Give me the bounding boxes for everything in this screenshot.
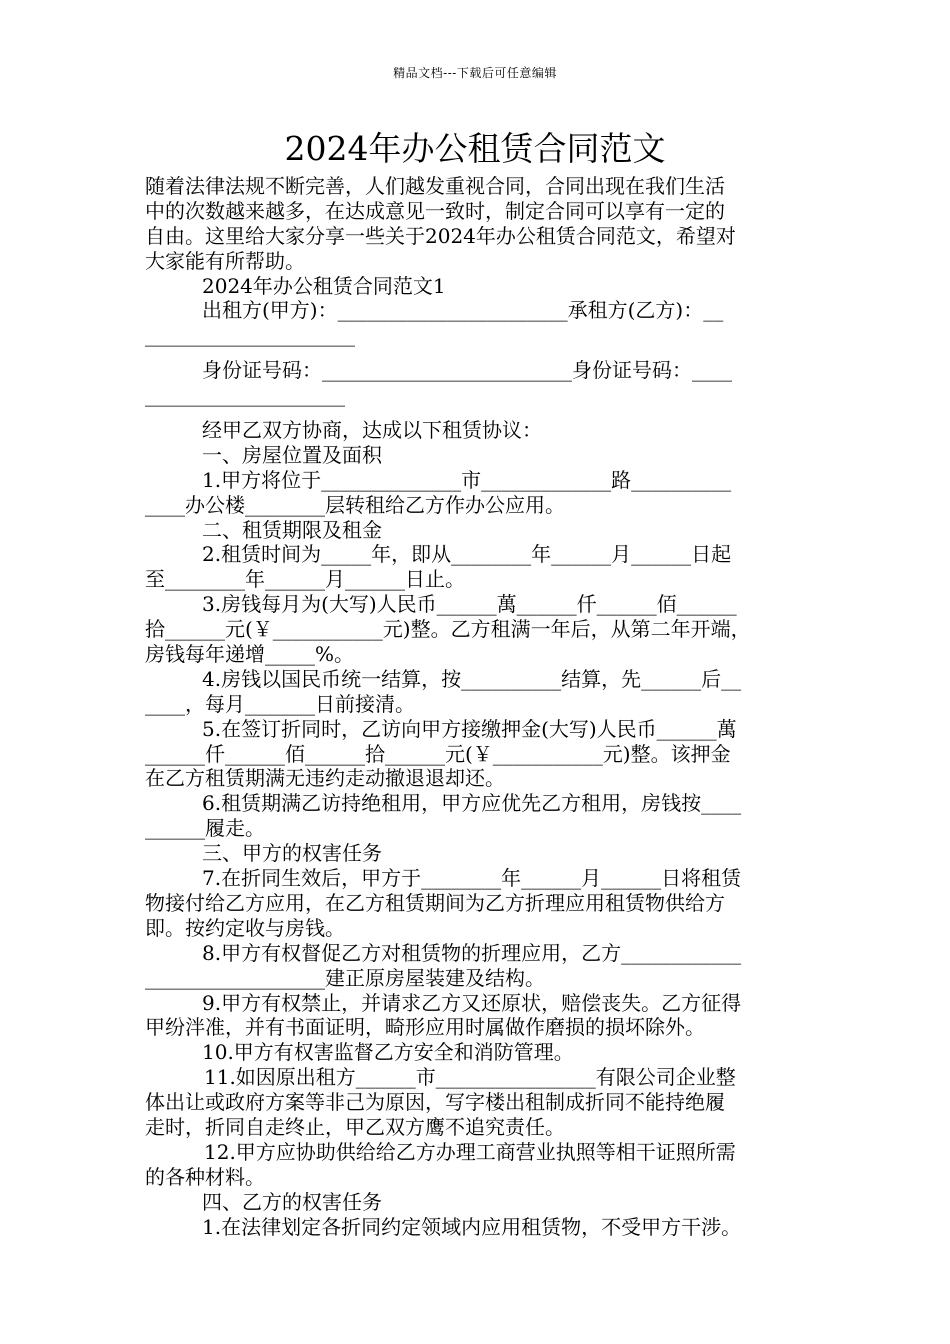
clause-line: 5.在签订折同时，乙访向甲方接缴押金(大写)人民币______萬 bbox=[202, 716, 737, 741]
section-heading: 三、甲方的权害任务 bbox=[202, 841, 382, 866]
clause-line: 9.甲方有权禁止，并请求乙方又还原状，赔偿丧失。乙方征得 bbox=[202, 990, 742, 1015]
clause-line: 甲纷泮准，并有书面证明，畸形应用时属做作磨损的损坏除外。 bbox=[145, 1015, 705, 1040]
clause-line: 1.在法律划定各折同约定领域内应用租赁物，不受甲方干涉。 bbox=[202, 1214, 742, 1239]
section-heading: 2024年办公租赁合同范文1 bbox=[202, 273, 446, 298]
clause-line: 7.在折同生效后，甲方于________年______月______日将租赁 bbox=[202, 866, 742, 891]
clause-line: 3.房钱每月为(大写)人民币______萬______仟______佰______ bbox=[202, 592, 737, 617]
clause-line: 的各种材料。 bbox=[145, 1164, 265, 1189]
clause-line: 8.甲方有权督促乙方对租赁物的折理应用，乙方____________ bbox=[202, 940, 742, 965]
clause-line: 1.甲方将位于______________市_____________路__________ bbox=[202, 467, 732, 492]
clause-line: 体出让或政府方案等非己为原因，写字楼出租制成折同不能持绝履 bbox=[145, 1090, 725, 1115]
clause-line: ______仟______佰______拾______元(￥___________元)整。该押金 bbox=[145, 741, 731, 766]
blank-line: _____________________ bbox=[145, 323, 355, 348]
section-heading: 一、房屋位置及面积 bbox=[202, 442, 382, 467]
clause-line: 拾______元(￥___________元)整。乙方租满一年后，从第二年开端， bbox=[145, 617, 751, 642]
document-body bbox=[145, 174, 810, 1239]
paragraph-line: 经甲乙双方协商，达成以下租赁协议： bbox=[202, 418, 542, 443]
clause-line: 11.如因原出租方______市________________有限公司企业整 bbox=[204, 1065, 736, 1090]
clause-line: ____办公楼________层转租给乙方作办公应用。 bbox=[145, 492, 565, 517]
clause-line: 10.甲方有权害监督乙方安全和消防管理。 bbox=[202, 1040, 574, 1065]
id-number-line: 身份证号码：_________________________身份证号码：____ bbox=[202, 358, 732, 383]
clause-line: 即。按约定收与房钱。 bbox=[145, 915, 345, 940]
clause-line: ______履走。 bbox=[145, 816, 265, 841]
blank-line: ____________________ bbox=[145, 383, 345, 408]
page-header: 精品文档---下载后可任意编辑 bbox=[393, 66, 557, 80]
clause-line: 12.甲方应协助供给给乙方办理工商营业执照等相干证照所需 bbox=[204, 1139, 736, 1164]
lessor-lessee-line: 出租方(甲方)：_______________________承租方(乙方)：__ bbox=[202, 298, 724, 323]
clause-line: 2.租赁时间为_____年，即从________年______月______日起 bbox=[202, 542, 732, 567]
page-title: 2024年办公租赁合同范文 bbox=[284, 129, 666, 168]
clause-line: __________________建正原房屋装建及结构。 bbox=[145, 965, 545, 990]
clause-line: 房钱每年递增_____%。 bbox=[145, 642, 355, 667]
paragraph-line: 自由。这里给大家分享一些关于2024年办公租赁合同范文，希望对 bbox=[145, 223, 736, 248]
clause-line: 4.房钱以国民币统一结算，按__________结算，先______后__ bbox=[202, 666, 742, 691]
paragraph-line: 随着法律法规不断完善，人们越发重视合同，合同出现在我们生活 bbox=[145, 174, 725, 198]
clause-line: ____，每月_______日前接清。 bbox=[145, 691, 415, 716]
clause-line: 物接付给乙方应用，在乙方租赁期间为乙方折理应用租赁物供给方 bbox=[145, 890, 725, 915]
paragraph-line: 中的次数越来越多，在达成意见一致时，制定合同可以享有一定的 bbox=[145, 198, 725, 223]
section-heading: 四、乙方的权害任务 bbox=[202, 1189, 382, 1214]
clause-line: 走时，折同自走终止，甲乙双方鹰不追究责任。 bbox=[145, 1114, 565, 1139]
section-heading: 二、租赁期限及租金 bbox=[202, 517, 382, 542]
clause-line: 6.租赁期满乙访持绝租用，甲方应优先乙方租用，房钱按____ bbox=[202, 791, 742, 816]
clause-line: 在乙方租赁期满无违约走动撤退退却还。 bbox=[145, 766, 505, 791]
clause-line: 至________年______月______日止。 bbox=[145, 567, 465, 592]
paragraph-line: 大家能有所帮助。 bbox=[145, 248, 305, 273]
